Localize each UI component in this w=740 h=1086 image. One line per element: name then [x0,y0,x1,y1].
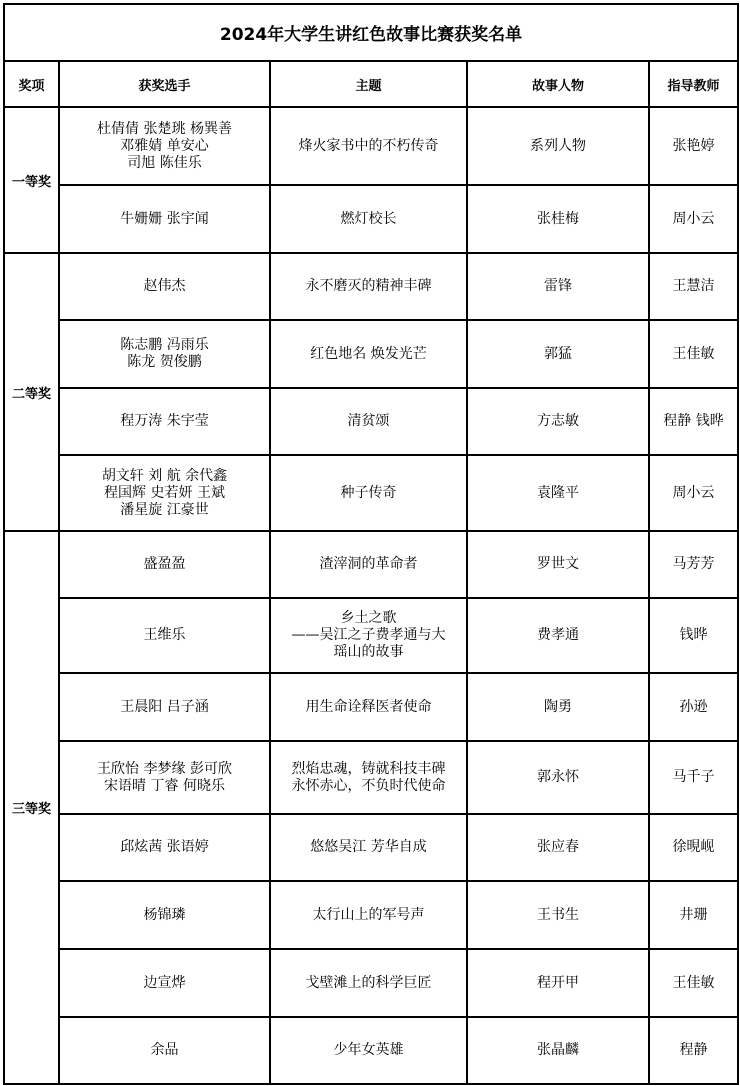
topic-line: 燃灯校长 [340,210,397,227]
topic-cell [270,388,467,455]
player-line: 程国辉 史若妍 王斌 [104,484,225,501]
player-line: 潘星旋 江豪世 [120,501,209,518]
table-row [4,741,738,814]
header-players: 获奖选手 [59,61,270,107]
players-cell [59,881,270,949]
players-cell [59,673,270,741]
player-line: 宋语晴 丁睿 何晓乐 [104,777,225,794]
teacher-cell: 井珊 [649,881,738,949]
players-cell [59,598,270,673]
topic-cell [270,949,467,1017]
header-row [4,61,738,107]
figure-cell: 张桂梅 [467,185,649,253]
players-cell [59,253,270,320]
topic-cell [270,1017,467,1084]
figure-cell: 张应春 [467,814,649,881]
prize-cell: 二等奖 [4,253,59,531]
table-row [4,673,738,741]
topic-cell [270,881,467,949]
player-line: 王欣怡 李梦缘 彭可欣 [97,760,232,777]
players-cell [59,388,270,455]
player-line: 余品 [150,1042,179,1058]
table-row [4,107,738,185]
teacher-cell: 徐晛岘 [649,814,738,881]
topic-line: 戈壁滩上的科学巨匠 [305,974,432,991]
players-cell [59,814,270,881]
player-line: 邓雅婧 单安心 [120,137,209,154]
topic-line: 永怀赤心，不负时代使命 [291,777,446,794]
teacher-cell: 王佳敏 [649,320,738,388]
topic-line: 用生命诠释医者使命 [305,698,432,715]
topic-cell [270,320,467,388]
table-row [4,881,738,949]
teacher-cell: 钱晔 [649,598,738,673]
topic-line: 红色地名 焕发光芒 [310,345,427,362]
table-row [4,320,738,388]
players-cell [59,320,270,388]
page-title: 2024年大学生讲红色故事比赛获奖名单 [4,4,738,61]
table-body [4,107,738,1084]
player-line: 杨锦璘 [143,906,186,923]
teacher-cell: 周小云 [649,185,738,253]
figure-cell: 陶勇 [467,673,649,741]
teacher-cell: 王佳敏 [649,949,738,1017]
header-prize: 奖项 [4,61,59,107]
prize-cell: 一等奖 [4,107,59,253]
player-line: 盛盈盈 [143,556,186,572]
player-line: 胡文轩 刘 航 余代鑫 [101,467,228,484]
player-line: 杜倩倩 张楚珧 杨巽善 [97,120,232,137]
topic-line: 种子传奇 [340,484,397,501]
topic-line: 乡土之歌 [340,610,397,626]
teacher-cell: 程静 钱晔 [649,388,738,455]
figure-cell: 方志敏 [467,388,649,455]
topic-cell [270,253,467,320]
teacher-cell: 程静 [649,1017,738,1084]
player-line: 陈龙 贺俊鹏 [127,354,202,370]
topic-line: 少年女英雄 [333,1042,404,1058]
player-line: 程万涛 朱宇莹 [120,413,209,429]
topic-line: 太行山上的军号声 [312,906,425,923]
table-row [4,185,738,253]
topic-cell [270,455,467,531]
figure-cell: 罗世文 [467,531,649,598]
players-cell [59,741,270,814]
teacher-cell: 王慧洁 [649,253,738,320]
player-line: 赵伟杰 [143,278,186,294]
figure-cell: 郭永怀 [467,741,649,814]
prize-cell: 三等奖 [4,531,59,1084]
topic-cell [270,741,467,814]
topic-cell [270,185,467,253]
players-cell [59,185,270,253]
players-cell [59,1017,270,1084]
figure-cell: 雷锋 [467,253,649,320]
header-figure: 故事人物 [467,61,649,107]
table-row [4,1017,738,1084]
table-row [4,531,738,598]
topic-line: 永不磨灭的精神丰碑 [305,278,432,294]
player-line: 王维乐 [143,627,186,643]
header-topic: 主题 [270,61,467,107]
topic-line: 烽火家书中的不朽传奇 [298,137,439,154]
teacher-cell: 周小云 [649,455,738,531]
players-cell [59,949,270,1017]
topic-cell [270,673,467,741]
topic-cell [270,531,467,598]
teacher-cell: 孙逊 [649,673,738,741]
topic-line: 渣滓洞的革命者 [319,556,418,572]
table-row [4,814,738,881]
figure-cell: 袁隆平 [467,455,649,531]
figure-cell: 张晶麟 [467,1017,649,1084]
player-line: 陈志鹏 冯雨乐 [120,337,209,353]
players-cell [59,531,270,598]
player-line: 牛姗姗 张宇闻 [120,210,209,227]
player-line: 邱炫茜 张语婷 [120,839,209,855]
player-line: 司旭 陈佳乐 [127,154,202,171]
topic-cell [270,598,467,673]
table-row [4,455,738,531]
players-cell [59,107,270,185]
teacher-cell: 张艳婷 [649,107,738,185]
topic-line: 烈焰忠魂，铸就科技丰碑 [291,760,446,777]
teacher-cell: 马千子 [649,741,738,814]
topic-line: ——吴江之子费孝通与大 [291,627,446,643]
table-row [4,253,738,320]
award-table [3,3,739,1085]
table-row [4,388,738,455]
players-cell [59,455,270,531]
topic-line: 瑶山的故事 [333,644,404,660]
topic-line: 清贫颂 [347,413,390,429]
table-row [4,598,738,673]
topic-cell [270,814,467,881]
header-teacher: 指导教师 [649,61,738,107]
player-line: 王晨阳 吕子涵 [120,698,209,715]
figure-cell: 程开甲 [467,949,649,1017]
player-line: 边宣烨 [143,974,186,991]
table-row [4,949,738,1017]
figure-cell: 费孝通 [467,598,649,673]
figure-cell: 系列人物 [467,107,649,185]
topic-cell [270,107,467,185]
topic-line: 悠悠吴江 芳华自成 [310,839,427,855]
figure-cell: 郭猛 [467,320,649,388]
figure-cell: 王书生 [467,881,649,949]
teacher-cell: 马芳芳 [649,531,738,598]
